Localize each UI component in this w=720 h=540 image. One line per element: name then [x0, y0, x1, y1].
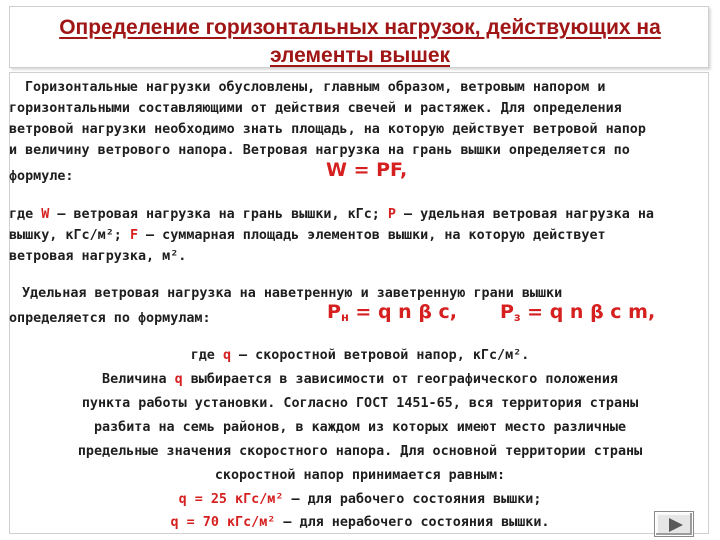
value-nonworking-q: q = 70 кГс/м²	[170, 515, 276, 530]
symbol-w: W	[41, 207, 50, 222]
symbol-p: P	[387, 207, 396, 222]
next-slide-button[interactable]	[655, 512, 693, 536]
para1-line-4: и величину ветрового напора. Ветровая нагрузка на грань вышки определяется по	[9, 143, 630, 158]
formula-windward-sub: н	[340, 309, 349, 324]
value-working-q: q = 25 кГс/м²	[178, 492, 284, 507]
formula-windward-p: P	[327, 301, 341, 323]
para2-line-2	[9, 227, 606, 245]
formula-windward-rest: = q n β c,	[348, 301, 458, 323]
para4-where: где	[190, 348, 223, 363]
para3-line-1: Удельная ветровая нагрузка на наветренную и заветренную грани вышки	[22, 286, 563, 301]
formula-windward	[327, 301, 457, 324]
para4-line-2: пункта работы установки. Согласно ГОСТ 1451-65, вся территория страны	[81, 396, 639, 411]
para4-line-5: скоростной напор принимается равным:	[214, 468, 506, 483]
para1-line-3: ветровой нагрузки необходимо знать площадь, на которую действует ветровой напор	[9, 122, 646, 137]
formula-leeward-p: P	[500, 301, 514, 323]
para2-where: где	[9, 207, 42, 222]
para4-l1a: Величина	[102, 372, 175, 387]
para4-line-3: разбита на семь районов, в каждом из которых имеют место различные	[93, 420, 627, 435]
page-title	[10, 14, 710, 70]
para4-l1b: выбирается в зависимости от географического положения	[182, 372, 618, 387]
q-definition: – скоростной ветровой напор, кГс/м².	[231, 348, 530, 363]
para1-line-2: горизонтальными составляющими от действия свечей и растяжек. Для определения	[9, 101, 622, 116]
symbol-q: q	[222, 348, 231, 363]
title-line-1: Определение горизонтальных нагрузок, действующих на	[59, 16, 661, 39]
title-line-2: элементы вышек	[269, 44, 451, 67]
para1-line-5: формуле:	[9, 169, 74, 184]
value-nonworking-text: – для нерабочего состояния вышки.	[275, 515, 550, 530]
value-working	[0, 491, 720, 509]
para1-line-1: Горизонтальные нагрузки обусловлены, главным образом, ветровым напором и	[25, 80, 606, 95]
para2-line-2a: вышку, кГс/м²;	[9, 228, 130, 243]
title-box	[9, 6, 709, 68]
para3-line-2: определяется по формулам:	[9, 311, 211, 326]
formula-leeward-rest: = q n β c m,	[520, 301, 656, 323]
value-working-text: – для рабочего состояния вышки;	[283, 492, 542, 507]
para4-line-1	[0, 371, 720, 389]
play-icon	[662, 516, 688, 534]
symbol-q-2: q	[174, 372, 183, 387]
para2-line-1	[9, 206, 654, 224]
symbol-f: F	[129, 228, 138, 243]
para4-line-4: предельные значения скоростного напора. Для основной территории страны	[77, 444, 643, 459]
value-nonworking	[0, 514, 720, 532]
para2-line-2b: – суммарная площадь элементов вышки, на которую действует	[138, 228, 606, 243]
formula-leeward	[500, 301, 655, 324]
formula-leeward-sub: з	[513, 309, 521, 324]
formula-main: W = PF,	[326, 159, 408, 181]
p-definition: – удельная ветровая нагрузка на	[395, 207, 654, 222]
w-definition: – ветровая нагрузка на грань вышки, кГс;	[49, 207, 388, 222]
para2-line-3: ветровая нагрузка, м².	[9, 249, 187, 264]
para4-line-0	[0, 347, 720, 365]
